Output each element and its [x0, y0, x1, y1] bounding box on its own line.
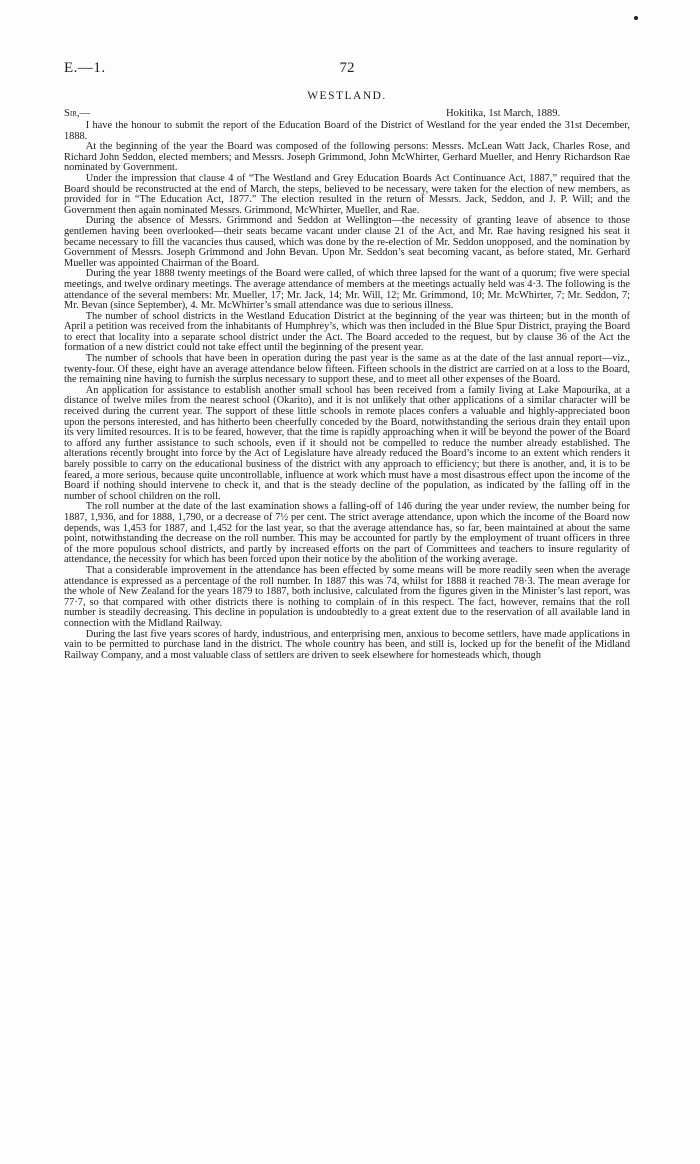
paragraph: At the beginning of the year the Board was composed of the following persons: Messrs. McLean Watt Jack, Charles Rose, and Richard John Seddon, elected members; and Messrs. Joseph Grimmond, John McWhirter, Gerhard Mueller, and Henry Richardson Rae nominated by Government.	[64, 141, 630, 174]
place-and-date: Hokitika, 1st March, 1889.	[446, 108, 561, 119]
paragraph: The number of schools that have been in operation during the past year is the same as at the date of the last annual report—viz., twenty-four. Of these, eight have an average attendance below fifteen. Fifteen schools in the district are carried on at a loss to the Board, the remaining nine having to furnish the surplus necessary to support these, and to meet all other expenses of the Board.	[64, 353, 630, 386]
paragraph: An application for assistance to establish another small school has been received from a family living at Lake Mapourika, at a distance of twelve miles from the nearest school (Okarito), and it is not unlikely that other applications of a similar character will be received during the current year. The support of these little schools in remote places confers a valuable and highly-appreciated boon upon the persons interested, and has hitherto been cheerfully conceded by the Board, notwithstanding the serious drain they entail upon its very limited resources. It is to be feared, however, that the time is rapidly approaching when it will be beyond the power of the Board to afford any further assistance to such schools, even if it should not be compelled to reduce the number already established. The alterations recently brought into force by the Act of Legislature have already reduced the Board’s income to an extent which renders it barely possible to carry on the educational business of the district with any approach to efficiency; but there is another, and, it is to be feared, a more serious, because quite uncontrollable, influence at work which must have a most disastrous effect upon the income of the Board if nothing should intervene to check it, and that is the steady decline of the population, as indicated by the falling off in the number of school children on the roll.	[64, 384, 630, 502]
paragraph: That a considerable improvement in the attendance has been effected by some means will be more readily seen when the average attendance is expressed as a percentage of the roll number. In 1887 this was 74, whilst for 1888 it reached 78·3. The mean average for the whole of New Zealand for the years 1879 to 1887, both inclusive, calculated from the figures given in the Minister’s last report, was 77·7, so that compared with other districts there is nothing to complain of in this respect. The fact, however, remains that the roll number is steadily decreasing. This decline in population is undoubtedly to a great extent due to the reservation of all available land in connection with the Midland Railway.	[64, 564, 630, 629]
salutation: Sir,—	[64, 108, 91, 119]
page-header	[64, 60, 630, 80]
ink-dot	[634, 16, 638, 20]
page-number: 72	[339, 60, 355, 76]
paragraph: The number of school districts in the Westland Education District at the beginning of the year was thirteen; but in the month of April a petition was received from the inhabitants of Humphrey’s, which was then included in the Blue Spur District, praying the Board to erect that locality into a separate school district under the Act. The Board acceded to the request, but by clause 36 of the Act the formation of a new district could not take effect until the beginning of the present year.	[64, 310, 630, 354]
paragraph: During the last five years scores of hardy, industrious, and enterprising men, anxious to become settlers, have made applications in vain to be permitted to purchase land in the district. The whole country has been, and still is, locked up for the benefit of the Midland Railway Company, and a most valuable class of settlers are driven to seek elsewhere for homesteads which, though	[64, 628, 630, 661]
paragraph: The roll number at the date of the last examination shows a falling-off of 146 during the year under review, the number being for 1887, 1,936, and for 1888, 1,790, or a decrease of 7½ per cent. The strict average attendance, upon which the income of the Board now depends, was 1,453 for 1887, and 1,452 for the last year, so that the average attendance has, so far, been maintained at about the same point, notwithstanding the decrease on the roll number. This may be accounted for partly by the employment of truant officers in three of the more populous school districts, and partly by increased efforts on the part of Committees and teachers to insure regularity of attendance, the necessity for which has been forced upon their notice by the abolition of the working average.	[64, 501, 630, 566]
document-reference: E.—1.	[64, 60, 106, 76]
section-title: WESTLAND.	[307, 90, 387, 102]
paragraph: During the absence of Messrs. Grimmond and Seddon at Wellington—the necessity of granting leave of absence to those gentlemen having been overlooked—their seats became vacant under clause 21 of the Act, and Mr. Rae having resigned his seat it became necessary to fill the vacancies thus caused, which was done by the re-election of Mr. Seddon unopposed, and the nomination by Government of Messrs. Joseph Grimmond and John Bevan. Upon Mr. Seddon’s seat becoming vacant, as before stated, Mr. Gerhard Mueller was appointed Chairman of the Board.	[64, 215, 630, 269]
paragraph: During the year 1888 twenty meetings of the Board were called, of which three lapsed for the want of a quorum; five were special meetings, and twelve ordinary meetings. The average attendance of members at the meetings actually held was 4·3. The following is the attendance of the several members: Mr. Mueller, 17; Mr. Jack, 14; Mr. Will, 12; Mr. Grimmond, 10; Mr. McWhirter, 7; Mr. Seddon, 7; Mr. Bevan (since September), 4. Mr. McWhirter’s small attendance was due to serious illness.	[64, 268, 630, 312]
report-body	[64, 121, 630, 661]
paragraph: I have the honour to submit the report of the Education Board of the District of Westland for the year ended the 31st December, 1888.	[64, 120, 630, 142]
paragraph: Under the impression that clause 4 of “The Westland and Grey Education Boards Act Continuance Act, 1887,” required that the Board should be reconstructed at the end of March, the steps, believed to be necessary, were taken for the election of new members, as provided for in “The Education Act, 1877.” The election resulted in the return of Messrs. Jack, Seddon, and J. P. Will; and the Government then again nominated Messrs. Grimmond, McWhirter, Mueller, and Rae.	[64, 172, 630, 216]
